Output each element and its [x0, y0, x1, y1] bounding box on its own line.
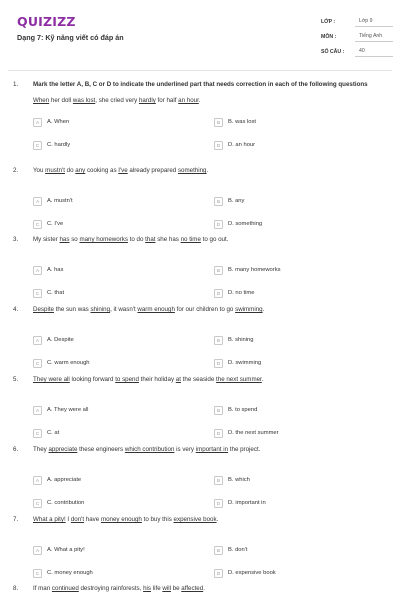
option-letter-box[interactable]: C: [33, 289, 42, 298]
option-letter-box[interactable]: A: [33, 476, 42, 485]
option-letter-box[interactable]: C: [33, 141, 42, 150]
text-segment: to buy this: [141, 516, 174, 523]
underlined-segment: They were all: [33, 376, 70, 383]
option-text: D. something: [228, 221, 263, 227]
option-text: B. to spend: [228, 407, 258, 413]
option-letter-box[interactable]: D: [214, 220, 223, 229]
text-segment: I: [65, 516, 71, 523]
underlined-segment: that: [145, 236, 156, 243]
option-b[interactable]: [214, 405, 257, 415]
text-segment: so: [69, 236, 80, 243]
question-stem: [33, 236, 393, 244]
underlined-segment: appreciate: [48, 446, 78, 453]
option-d[interactable]: [214, 140, 255, 150]
option-text: A. mustn't: [47, 198, 73, 204]
option-letter-box[interactable]: A: [33, 118, 42, 127]
text-segment: for our children to go: [174, 306, 236, 313]
underlined-segment: no time: [180, 236, 201, 243]
option-letter-box[interactable]: B: [214, 118, 223, 127]
text-segment: she has: [155, 236, 181, 243]
text-segment: , it wasn't: [110, 306, 138, 313]
text-segment: the seaside: [180, 376, 217, 383]
option-c[interactable]: [33, 140, 70, 150]
option-c[interactable]: [33, 288, 64, 298]
text-segment: to do: [127, 236, 146, 243]
text-segment: My sister: [33, 236, 60, 243]
underlined-segment: swimming: [235, 306, 263, 313]
underlined-segment: was lost: [72, 97, 96, 104]
option-letter-box[interactable]: B: [214, 336, 223, 345]
underlined-segment: When: [33, 97, 50, 104]
option-letter-box[interactable]: D: [214, 141, 223, 150]
option-text: C. hardly: [47, 142, 71, 148]
question-number: 8.: [13, 585, 19, 592]
text-segment: have: [84, 516, 101, 523]
underlined-segment: What a pity!: [33, 516, 66, 523]
text-segment: cooking as: [85, 167, 119, 174]
option-b[interactable]: [214, 117, 256, 127]
option-a[interactable]: [33, 335, 74, 345]
underlined-segment: warm enough: [137, 306, 175, 313]
text-segment: be: [170, 585, 182, 592]
option-letter-box[interactable]: B: [214, 406, 223, 415]
text-segment: If man: [33, 585, 52, 592]
option-letter-box[interactable]: D: [214, 359, 223, 368]
option-text: D. no time: [228, 290, 255, 296]
underlined-segment: I've: [118, 167, 128, 174]
question-number: 5.: [13, 376, 19, 383]
text-segment: do: [64, 167, 76, 174]
option-text: B. shining: [228, 337, 254, 343]
option-letter-box[interactable]: B: [214, 197, 223, 206]
header-divider: [8, 70, 392, 71]
option-text: C. that: [47, 290, 65, 296]
text-segment: is very: [174, 446, 196, 453]
underlined-segment: will: [162, 585, 171, 592]
text-segment: .: [261, 376, 264, 383]
option-text: A. What a pity!: [47, 547, 85, 553]
option-b[interactable]: [214, 265, 281, 275]
question-stem: [33, 516, 393, 524]
underlined-segment: at: [175, 376, 181, 383]
question-number: 7.: [13, 516, 19, 523]
meta-value: Tiếng Anh: [355, 32, 393, 42]
option-text: D. swimming: [228, 360, 262, 366]
option-letter-box[interactable]: B: [214, 476, 223, 485]
option-text: A. has: [47, 267, 64, 273]
meta-row-subject: [321, 29, 393, 44]
text-segment: these engineers: [77, 446, 125, 453]
underlined-segment: his: [143, 585, 151, 592]
quizizz-logo: QUIZIZZ: [17, 14, 76, 29]
meta-key: SỐ CÂU :: [321, 48, 345, 55]
meta-value: 40: [355, 47, 393, 57]
option-text: B. which: [228, 477, 250, 483]
underlined-segment: money enough: [100, 516, 142, 523]
question-stem: [33, 446, 393, 454]
text-segment: .: [216, 516, 219, 523]
option-text: B. was lost: [228, 119, 257, 125]
option-c[interactable]: [33, 568, 93, 578]
text-segment: .: [206, 167, 209, 174]
meta-panel: [321, 14, 393, 59]
underlined-segment: Despite: [33, 306, 54, 313]
underlined-segment: many homeworks: [79, 236, 128, 243]
option-a[interactable]: [33, 545, 85, 555]
text-segment: life: [151, 585, 163, 592]
underlined-segment: hardly: [138, 97, 156, 104]
meta-key: LỚP :: [321, 18, 336, 25]
text-segment: her doll: [49, 97, 73, 104]
option-text: D. important in: [228, 500, 266, 506]
text-segment: destroying rainforests,: [78, 585, 144, 592]
underlined-segment: don't: [70, 516, 85, 523]
option-text: C. I've: [47, 221, 64, 227]
option-b[interactable]: [214, 475, 250, 485]
meta-row-grade: [321, 14, 393, 29]
option-d[interactable]: [214, 428, 279, 438]
text-segment: .: [262, 306, 265, 313]
option-a[interactable]: [33, 117, 69, 127]
option-letter-box[interactable]: A: [33, 336, 42, 345]
option-text: A. When: [47, 119, 70, 125]
text-segment: the project.: [228, 446, 261, 453]
question-sentence: [33, 97, 201, 104]
underlined-segment: the next summer: [216, 376, 262, 383]
question-stem: [33, 585, 393, 593]
option-letter-box[interactable]: A: [33, 546, 42, 555]
underlined-segment: has: [59, 236, 70, 243]
option-letter-box[interactable]: D: [214, 289, 223, 298]
meta-key: MÔN :: [321, 33, 337, 40]
text-segment: .: [198, 97, 201, 104]
option-a[interactable]: [33, 265, 63, 275]
option-letter-box[interactable]: D: [214, 499, 223, 508]
option-b[interactable]: [214, 196, 244, 206]
option-text: C. money enough: [47, 570, 93, 576]
question-stem: [33, 167, 393, 175]
option-text: D. an hour: [228, 142, 256, 148]
option-a[interactable]: [33, 475, 81, 485]
option-text: D. expensive book: [228, 570, 276, 576]
underlined-segment: mustn't: [45, 167, 65, 174]
question-number: 6.: [13, 446, 19, 453]
option-text: B. any: [228, 198, 245, 204]
text-segment: They: [33, 446, 49, 453]
meta-value: Lớp 9: [355, 17, 393, 27]
option-d[interactable]: [214, 288, 254, 298]
option-c[interactable]: [33, 498, 84, 508]
option-letter-box[interactable]: A: [33, 197, 42, 206]
option-letter-box[interactable]: A: [33, 406, 42, 415]
text-segment: to go out.: [200, 236, 229, 243]
option-c[interactable]: [33, 428, 59, 438]
option-d[interactable]: [214, 219, 262, 229]
worksheet-header: [0, 0, 400, 64]
option-letter-box[interactable]: C: [33, 429, 42, 438]
option-text: D. the next summer: [228, 430, 279, 436]
text-segment: their holiday: [138, 376, 176, 383]
option-b[interactable]: [214, 335, 253, 345]
option-letter-box[interactable]: B: [214, 266, 223, 275]
underlined-segment: expensive book: [173, 516, 217, 523]
option-b[interactable]: [214, 545, 247, 555]
option-a[interactable]: [33, 196, 73, 206]
option-text: A. Despite: [47, 337, 74, 343]
question-number: 2.: [13, 167, 19, 174]
underlined-segment: any: [75, 167, 86, 174]
text-segment: You: [33, 167, 46, 174]
option-letter-box[interactable]: C: [33, 499, 42, 508]
option-a[interactable]: [33, 405, 88, 415]
text-segment: for half: [155, 97, 179, 104]
underlined-segment: something: [177, 167, 207, 174]
question-number: 3.: [13, 236, 19, 243]
option-text: C. warm enough: [47, 360, 90, 366]
option-letter-box[interactable]: D: [214, 569, 223, 578]
text-segment: looking forward: [69, 376, 116, 383]
option-d[interactable]: [214, 498, 266, 508]
underlined-segment: shining: [90, 306, 111, 313]
option-letter-box[interactable]: D: [214, 429, 223, 438]
underlined-segment: affected: [181, 585, 204, 592]
text-segment: already prepared: [127, 167, 178, 174]
question-number: 4.: [13, 306, 19, 313]
option-letter-box[interactable]: C: [33, 359, 42, 368]
text-segment: , she cried very: [95, 97, 139, 104]
option-text: A. appreciate: [47, 477, 82, 483]
option-c[interactable]: [33, 358, 90, 368]
option-d[interactable]: [214, 568, 276, 578]
text-segment: Mark the letter A, B, C or D to indicate the underlined part that needs correction in each of the following questions: [33, 81, 368, 88]
option-letter-box[interactable]: A: [33, 266, 42, 275]
option-text: B. don't: [228, 547, 248, 553]
option-c[interactable]: [33, 219, 63, 229]
page-title: Dạng 7: Kỹ năng viết có đáp án: [17, 33, 124, 42]
underlined-segment: continued: [51, 585, 79, 592]
option-d[interactable]: [214, 358, 261, 368]
option-text: C. at: [47, 430, 60, 436]
question-stem: [33, 376, 393, 384]
text-segment: the sun was: [53, 306, 91, 313]
option-letter-box[interactable]: B: [214, 546, 223, 555]
question-stem: [33, 81, 393, 89]
underlined-segment: an hour: [178, 97, 199, 104]
option-text: C. contribution: [47, 500, 85, 506]
option-text: B. many homeworks: [228, 267, 281, 273]
option-letter-box[interactable]: C: [33, 220, 42, 229]
question-number: 1.: [13, 81, 19, 88]
meta-row-count: [321, 44, 393, 59]
underlined-segment: which contribution: [124, 446, 175, 453]
underlined-segment: to spend: [115, 376, 139, 383]
question-stem: [33, 306, 393, 314]
text-segment: .: [203, 585, 205, 592]
underlined-segment: important in: [195, 446, 229, 453]
option-letter-box[interactable]: C: [33, 569, 42, 578]
option-text: A. They were all: [47, 407, 89, 413]
